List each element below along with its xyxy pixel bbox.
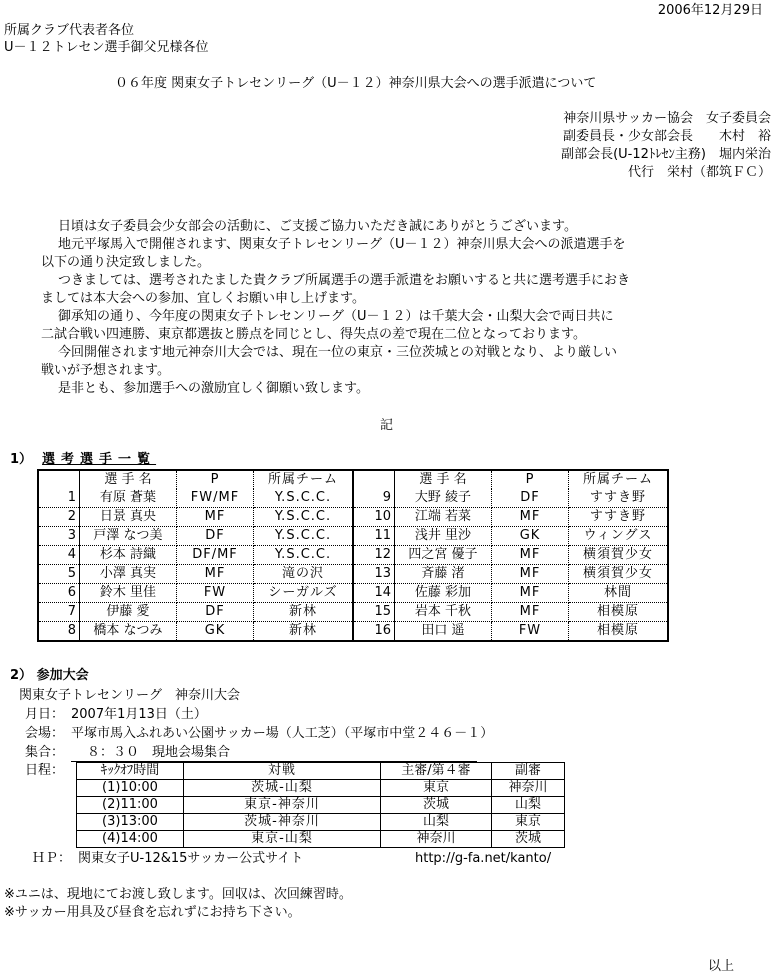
player-team: 新林 bbox=[254, 622, 354, 642]
col-header-kickoff: ｷｯｸｵﾌ時間 bbox=[77, 763, 184, 780]
col-header-name: 選 手 名 bbox=[80, 470, 177, 489]
player-position: MF bbox=[492, 508, 569, 527]
player-number: 15 bbox=[353, 603, 395, 622]
player-position: MF bbox=[492, 565, 569, 584]
body-line: 今回開催されます地元神奈川大会では、現在一位の東京・三位茨城との対戦となり、より厳しい bbox=[58, 345, 618, 360]
sender-line: 副委員長・少女部会長 木村 裕 bbox=[562, 129, 771, 144]
date-row bbox=[25, 707, 207, 723]
player-team: 滝の沢 bbox=[254, 565, 354, 584]
match-pair: 茨城-山梨 bbox=[184, 780, 381, 797]
assistant-team: 茨城 bbox=[492, 831, 565, 848]
match-pair: 東京-神奈川 bbox=[184, 797, 381, 814]
player-position: FW/MF bbox=[177, 489, 254, 508]
player-number: 9 bbox=[353, 489, 395, 508]
player-number: 4 bbox=[38, 546, 80, 565]
sender-line: 神奈川県サッカー協会 女子委員会 bbox=[563, 111, 771, 126]
letter-body bbox=[41, 218, 731, 398]
venue-label: 会場： bbox=[25, 726, 65, 741]
league-name: 関東女子トレセンリーグ 神奈川大会 bbox=[19, 688, 241, 703]
player-name: 田口 遥 bbox=[395, 622, 492, 642]
player-team: すすき野 bbox=[569, 489, 669, 508]
section1-title bbox=[10, 452, 156, 468]
selected-players-table bbox=[37, 469, 669, 642]
player-name: 有原 蒼葉 bbox=[80, 489, 177, 508]
col-header-team: 所属チーム bbox=[582, 472, 653, 487]
kickoff-time: (4)14:00 bbox=[77, 831, 184, 848]
player-team: Y.S.C.C. bbox=[254, 489, 354, 508]
schedule-row bbox=[77, 831, 565, 848]
player-number: 12 bbox=[353, 546, 395, 565]
player-number: 3 bbox=[38, 527, 80, 546]
closing-mark: 以上 bbox=[708, 959, 735, 974]
table-row bbox=[38, 527, 668, 546]
player-name: 佐藤 彩加 bbox=[395, 584, 492, 603]
referee-team: 神奈川 bbox=[381, 831, 492, 848]
player-number: 8 bbox=[38, 622, 80, 642]
section1-number: 1） bbox=[10, 452, 33, 467]
player-number: 2 bbox=[38, 508, 80, 527]
player-position: GK bbox=[177, 622, 254, 642]
schedule-row bbox=[77, 797, 565, 814]
document-date: 2006年12月29日 bbox=[657, 3, 763, 18]
player-name: 大野 綾子 bbox=[395, 489, 492, 508]
player-team: 横須賀少女 bbox=[569, 565, 669, 584]
player-team: 新林 bbox=[254, 603, 354, 622]
date-value: 2007年1月13日（土） bbox=[71, 707, 207, 722]
player-team: 相模原 bbox=[569, 603, 669, 622]
col-header-position: P bbox=[492, 470, 569, 489]
body-line: 戦いが予想されます。 bbox=[41, 363, 170, 378]
player-number: 5 bbox=[38, 565, 80, 584]
player-position: MF bbox=[492, 603, 569, 622]
sender-line: 副部会長(U-12ﾄﾚｾﾝ主務) 堀内栄治 bbox=[561, 147, 771, 162]
player-name: 鈴木 里佳 bbox=[80, 584, 177, 603]
body-line: ましては本大会への参加、宜しくお願い申し上げます。 bbox=[41, 291, 365, 306]
meeting-row bbox=[25, 745, 477, 762]
body-line: 是非とも、参加選手への激励宜しく御願い致します。 bbox=[58, 381, 369, 396]
player-position: FW bbox=[177, 584, 254, 603]
col-header-name: 選 手 名 bbox=[395, 470, 492, 489]
body-line: 以下の通り決定致しました。 bbox=[41, 255, 211, 270]
body-line: つきましては、選考されたました貴クラブ所属選手の選手派遣をお願いすると共に選考選手におき bbox=[58, 273, 631, 288]
referee-team: 茨城 bbox=[381, 797, 492, 814]
player-team: 相模原 bbox=[596, 623, 639, 638]
player-position: DF bbox=[177, 527, 254, 546]
player-number: 14 bbox=[353, 584, 395, 603]
referee-team: 東京 bbox=[381, 780, 492, 797]
note-line: ※ユニは、現地にてお渡し致します。回収は、次回練習時。 bbox=[4, 887, 352, 902]
section2-number: 2） bbox=[10, 668, 33, 683]
homepage-name: 関東女子U-12&15サッカー公式サイト bbox=[78, 851, 304, 866]
table-row bbox=[38, 622, 668, 642]
body-line: 地元平塚馬入で開催されます、関東女子トレセンリーグ（U－１２）神奈川県大会への派遣選手を bbox=[58, 237, 626, 252]
table-row bbox=[38, 603, 668, 622]
player-team: 横須賀少女 bbox=[569, 546, 669, 565]
ki-marker: 記 bbox=[380, 418, 394, 433]
table-row bbox=[38, 508, 668, 527]
player-position: MF bbox=[492, 584, 569, 603]
assistant-team: 東京 bbox=[492, 814, 565, 831]
sender-line: 代行 栄村（都筑ＦＣ） bbox=[627, 165, 771, 180]
col-header-assistant: 副審 bbox=[492, 763, 565, 780]
player-number: 10 bbox=[353, 508, 395, 527]
venue-value: 平塚市馬入ふれあい公園サッカー場（人工芝）（平塚市中堂２４６－１） bbox=[71, 726, 494, 741]
assistant-team: 山梨 bbox=[492, 797, 565, 814]
player-position: MF bbox=[177, 508, 254, 527]
schedule-table bbox=[76, 762, 565, 848]
player-number: 13 bbox=[353, 565, 395, 584]
player-position: FW bbox=[492, 622, 569, 642]
player-team: 林間 bbox=[569, 584, 669, 603]
col-header-match: 対戦 bbox=[184, 763, 381, 780]
date-label: 月日： bbox=[25, 707, 65, 722]
player-name: 小澤 真実 bbox=[80, 565, 177, 584]
player-team: すすき野 bbox=[569, 508, 669, 527]
kickoff-time: (2)11:00 bbox=[77, 797, 184, 814]
venue-row bbox=[25, 726, 493, 742]
player-position: DF bbox=[177, 603, 254, 622]
assistant-team: 神奈川 bbox=[492, 780, 565, 797]
table-header-row bbox=[38, 470, 668, 489]
player-team: Y.S.C.C. bbox=[254, 508, 354, 527]
player-name: 伊藤 愛 bbox=[80, 603, 177, 622]
sender-block bbox=[561, 110, 771, 182]
col-header-no bbox=[38, 470, 80, 489]
table-row bbox=[38, 565, 668, 584]
player-name: 浅井 里沙 bbox=[395, 527, 492, 546]
player-position: DF bbox=[492, 489, 569, 508]
schedule-label: 日程： bbox=[25, 763, 65, 778]
player-name: 岩本 千秋 bbox=[395, 603, 492, 622]
player-team: ウィングス bbox=[569, 527, 669, 546]
player-position: GK bbox=[492, 527, 569, 546]
player-number: 6 bbox=[38, 584, 80, 603]
player-name: 杉本 詩織 bbox=[80, 546, 177, 565]
homepage-row bbox=[32, 851, 303, 867]
meeting-value: ８：３０ 現地会場集合 bbox=[71, 745, 477, 762]
player-number: 1 bbox=[38, 489, 80, 508]
col-header-referee: 主審/第４審 bbox=[381, 763, 492, 780]
player-name: 江端 若菜 bbox=[395, 508, 492, 527]
kickoff-time: (1)10:00 bbox=[77, 780, 184, 797]
player-name: 四之宮 優子 bbox=[395, 546, 492, 565]
meeting-label: 集合： bbox=[25, 745, 65, 760]
table-row bbox=[38, 546, 668, 565]
section1-heading: 選考選手一覧 bbox=[42, 452, 157, 467]
note-line: ※サッカー用具及び昼食を忘れずにお持ち下さい。 bbox=[4, 905, 301, 920]
section2-heading: 参加大会 bbox=[36, 668, 89, 683]
player-position: MF bbox=[492, 546, 569, 565]
referee-team: 山梨 bbox=[381, 814, 492, 831]
player-number: 7 bbox=[38, 603, 80, 622]
homepage-label: ＨＰ： bbox=[32, 851, 72, 866]
player-number: 11 bbox=[353, 527, 395, 546]
player-name: 斉藤 渚 bbox=[395, 565, 492, 584]
document-title: ０６年度 関東女子トレセンリーグ（U－１２）神奈川県大会への選手派遣について bbox=[115, 76, 597, 91]
schedule-header-row bbox=[77, 763, 565, 780]
schedule-row bbox=[77, 814, 565, 831]
body-line: 御承知の通り、今年度の関東女子トレセンリーグ（U－１２）は千葉大会・山梨大会で両日共に bbox=[58, 309, 614, 324]
addressee-line: U－１２トレセン選手御父兄様各位 bbox=[4, 40, 209, 55]
addressee-line: 所属クラブ代表者各位 bbox=[4, 23, 135, 38]
player-name: 戸澤 なつ美 bbox=[80, 527, 177, 546]
homepage-url-link[interactable]: http://g-fa.net/kanto/ bbox=[415, 851, 552, 866]
table-row bbox=[38, 489, 668, 508]
player-name: 橋本 なつみ bbox=[80, 622, 177, 642]
schedule-row bbox=[77, 780, 565, 797]
player-number: 16 bbox=[353, 622, 395, 642]
match-pair: 茨城-神奈川 bbox=[184, 814, 381, 831]
col-header-team: 所属チーム bbox=[254, 470, 354, 489]
player-name: 日景 真央 bbox=[80, 508, 177, 527]
player-position: MF bbox=[177, 565, 254, 584]
col-header-no bbox=[353, 470, 395, 489]
player-team: Y.S.C.C. bbox=[254, 527, 354, 546]
body-line: 日頃は女子委員会少女部会の活動に、ご支援ご協力いただき誠にありがとうございます。 bbox=[58, 219, 577, 234]
match-pair: 東京-山梨 bbox=[184, 831, 381, 848]
body-line: 二試合戦い四連勝、東京都選抜と勝点を同じとし、得失点の差で現在二位となっております。 bbox=[41, 327, 586, 342]
player-team: Y.S.C.C. bbox=[254, 546, 354, 565]
section2-title bbox=[10, 668, 89, 684]
table-row bbox=[38, 584, 668, 603]
player-team: シーガルズ bbox=[254, 584, 354, 603]
player-position: DF/MF bbox=[177, 546, 254, 565]
kickoff-time: (3)13:00 bbox=[77, 814, 184, 831]
col-header-position: P bbox=[177, 470, 254, 489]
